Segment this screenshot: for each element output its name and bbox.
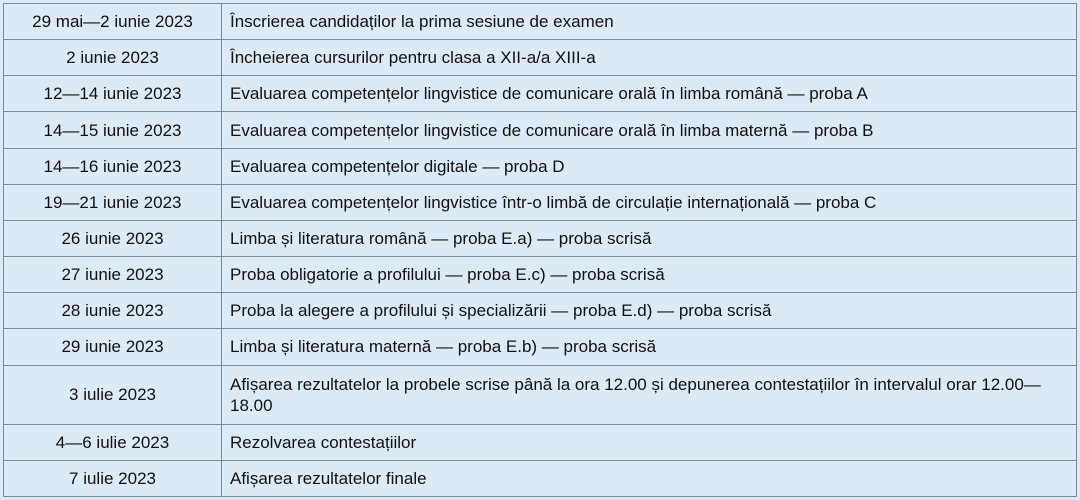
event-cell: Limba și literatura maternă — proba E.b) — proba scrisă xyxy=(222,329,1077,365)
event-cell: Afișarea rezultatelor la probele scrise până la ora 12.00 și depunerea contestațiilor în intervalul orar 12.00—18.00 xyxy=(222,365,1077,424)
event-cell: Afișarea rezultatelor finale xyxy=(222,460,1077,496)
table-row xyxy=(4,112,1077,148)
event-cell: Proba obligatorie a profilului — proba E.c) — proba scrisă xyxy=(222,257,1077,293)
event-cell: Proba la alegere a profilului și specializării — proba E.d) — proba scrisă xyxy=(222,293,1077,329)
event-cell: Limba și literatura română — proba E.a) — proba scrisă xyxy=(222,220,1077,256)
date-cell: 7 iulie 2023 xyxy=(4,460,222,496)
event-cell: Evaluarea competențelor digitale — proba D xyxy=(222,148,1077,184)
date-cell: 19—21 iunie 2023 xyxy=(4,184,222,220)
date-cell: 4—6 iulie 2023 xyxy=(4,424,222,460)
date-cell: 28 iunie 2023 xyxy=(4,293,222,329)
table-row xyxy=(4,184,1077,220)
table-row xyxy=(4,329,1077,365)
event-cell: Evaluarea competențelor lingvistice de comunicare orală în limba maternă — proba B xyxy=(222,112,1077,148)
event-cell: Evaluarea competențelor lingvistice într-o limbă de circulație internațională — proba C xyxy=(222,184,1077,220)
event-cell: Încheierea cursurilor pentru clasa a XII-a/a XIII-a xyxy=(222,40,1077,76)
date-cell: 29 iunie 2023 xyxy=(4,329,222,365)
table-row xyxy=(4,257,1077,293)
date-cell: 26 iunie 2023 xyxy=(4,220,222,256)
date-cell: 27 iunie 2023 xyxy=(4,257,222,293)
table-row xyxy=(4,148,1077,184)
date-cell: 12—14 iunie 2023 xyxy=(4,76,222,112)
event-cell: Rezolvarea contestațiilor xyxy=(222,424,1077,460)
date-cell: 3 iulie 2023 xyxy=(4,365,222,424)
event-cell: Înscrierea candidaților la prima sesiune de examen xyxy=(222,4,1077,40)
table-row xyxy=(4,76,1077,112)
table-row xyxy=(4,460,1077,496)
date-cell: 29 mai—2 iunie 2023 xyxy=(4,4,222,40)
date-cell: 14—16 iunie 2023 xyxy=(4,148,222,184)
table-row xyxy=(4,293,1077,329)
table-row xyxy=(4,424,1077,460)
date-cell: 2 iunie 2023 xyxy=(4,40,222,76)
date-cell: 14—15 iunie 2023 xyxy=(4,112,222,148)
table-row xyxy=(4,40,1077,76)
table-row xyxy=(4,365,1077,424)
exam-schedule-table xyxy=(3,3,1077,497)
table-row xyxy=(4,4,1077,40)
schedule-body xyxy=(4,4,1077,497)
event-cell: Evaluarea competențelor lingvistice de comunicare orală în limba română — proba A xyxy=(222,76,1077,112)
table-row xyxy=(4,220,1077,256)
